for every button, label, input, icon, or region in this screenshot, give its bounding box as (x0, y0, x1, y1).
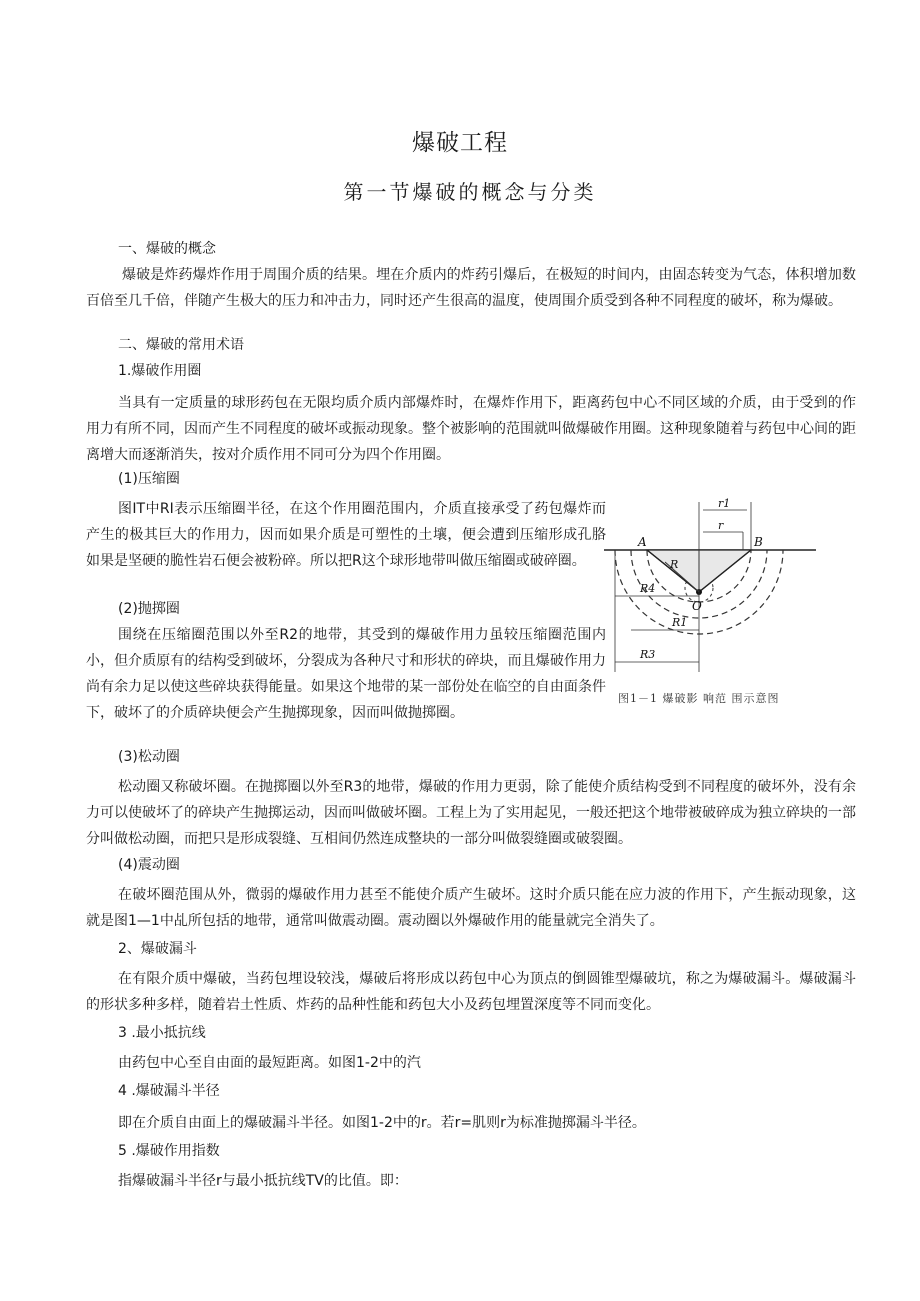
paragraph-throwing: 围绕在压缩圈范围以外至R2的地带，其受到的爆破作用力虽较压缩圈范围内小，但介质原有的结构受到破坏，分裂成为各种尺寸和形状的碎块，而且爆破作用力尚有余力足以使这些碎块获得能量。如果这个地带的某一部份处在临空的自由面条件下，破坏了的介质碎块便会产生抛掷现象，因而叫做抛掷圈。 (86, 627, 606, 721)
heading-funnel: 2、爆破漏斗 (118, 941, 197, 957)
heading-loosening: (3)松动圈 (118, 749, 180, 765)
label-b: B (754, 535, 763, 549)
paragraph-min-resistance: 由药包中心至自由面的最短距离。如图1-2中的汽 (118, 1055, 421, 1071)
paragraph-funnel-radius: 即在介质自由面上的爆破漏斗半径。如图1-2中的r。若r=肌则r为标准抛掷漏斗半径。 (118, 1115, 646, 1131)
figure-caption: 图1－1 爆破影 响范 围示意图 (618, 692, 780, 705)
heading-min-resistance: 3 .最小抵抗线 (118, 1025, 206, 1041)
heading-action-circle: 1.爆破作用圈 (118, 363, 202, 379)
label-r1-top: r1 (718, 497, 731, 510)
heading-throwing: (2)抛掷圈 (118, 601, 180, 617)
heading-vibration: (4)震动圈 (118, 857, 180, 873)
paragraph-funnel: 在有限介质中爆破，当药包埋设较浅，爆破后将形成以药包中心为顶点的倒圆锥型爆破坑，称之为爆破漏斗。爆破漏斗的形状多种多样，随着岩土性质、炸药的品种性能和药包大小及药包埋置深度等不同而变化。 (86, 971, 856, 1013)
label-a: A (638, 535, 647, 549)
paragraph-action-index: 指爆破漏斗半径r与最小抵抗线TV的比值。即： (118, 1173, 408, 1189)
heading-action-index: 5 .爆破作用指数 (118, 1143, 220, 1159)
blast-influence-figure (600, 496, 820, 718)
heading-concept: 一、爆破的概念 (118, 241, 216, 257)
section-title: 第一节爆破的概念与分类 (343, 180, 597, 204)
paragraph-vibration: 在破坏圈范围从外，微弱的爆破作用力甚至不能使介质产生破坏。这时介质只能在应力波的作用下，产生振动现象，这就是图1—1中乩所包括的地带，通常叫做震动圈。震动圈以外爆破作用的能量就完全消失了。 (86, 887, 856, 929)
heading-funnel-radius: 4 .爆破漏斗半径 (118, 1083, 220, 1099)
label-radius: R (670, 558, 679, 571)
label-r3: R3 (640, 648, 656, 661)
document-title: 爆破工程 (412, 130, 508, 156)
label-r1: R1 (672, 616, 688, 629)
label-r: r (718, 519, 724, 532)
paragraph-compression: 图IT中RI表示压缩圈半径，在这个作用圈范围内，介质直接承受了药包爆炸而产生的极其巨大的作用力，因而如果介质是可塑性的土壤，便会遭到压缩形成孔胳 如果是坚硬的脆性岩石便会被粉碎。所以把R这个球形地带叫做压缩圈或破碎圈。 (86, 501, 606, 569)
paragraph-concept: 爆破是炸药爆炸作用于周围介质的结果。埋在介质内的炸药引爆后，在极短的时间内，由固态转变为气态，体积增加数百倍至几千倍，伴随产生极大的压力和冲击力，同时还产生很高的温度，使周围介质受到各种不同程度的破坏，称为爆破。 (86, 267, 856, 309)
heading-compression: (1)压缩圈 (118, 471, 180, 487)
heading-terms: 二、爆破的常用术语 (118, 337, 244, 353)
paragraph-loosening: 松动圈又称破坏圈。在抛掷圈以外至R3的地带，爆破的作用力更弱，除了能使介质结构受到不同程度的破坏外，没有余力可以使破坏了的碎块产生抛掷运动，因而叫做破坏圈。工程上为了实用起见，一般还把这个地带被破碎成为独立碎块的一部分叫做松动圈，而把只是形成裂缝、互相间仍然连成整块的一部分叫做裂缝圈或破裂圈。 (86, 779, 856, 847)
label-o: O (692, 599, 702, 613)
paragraph-action-circle: 当具有一定质量的球形药包在无限均质介质内部爆炸时，在爆炸作用下，距离药包中心不同区域的介质，由于受到的作用力有所不同，因而产生不同程度的破坏或振动现象。整个被影响的范围就叫做爆破作用圈。这种现象随着与药包中心间的距离增大而逐渐消失，按对介质作用不同可分为四个作用圈。 (86, 395, 856, 463)
label-r4: R4 (640, 582, 656, 595)
